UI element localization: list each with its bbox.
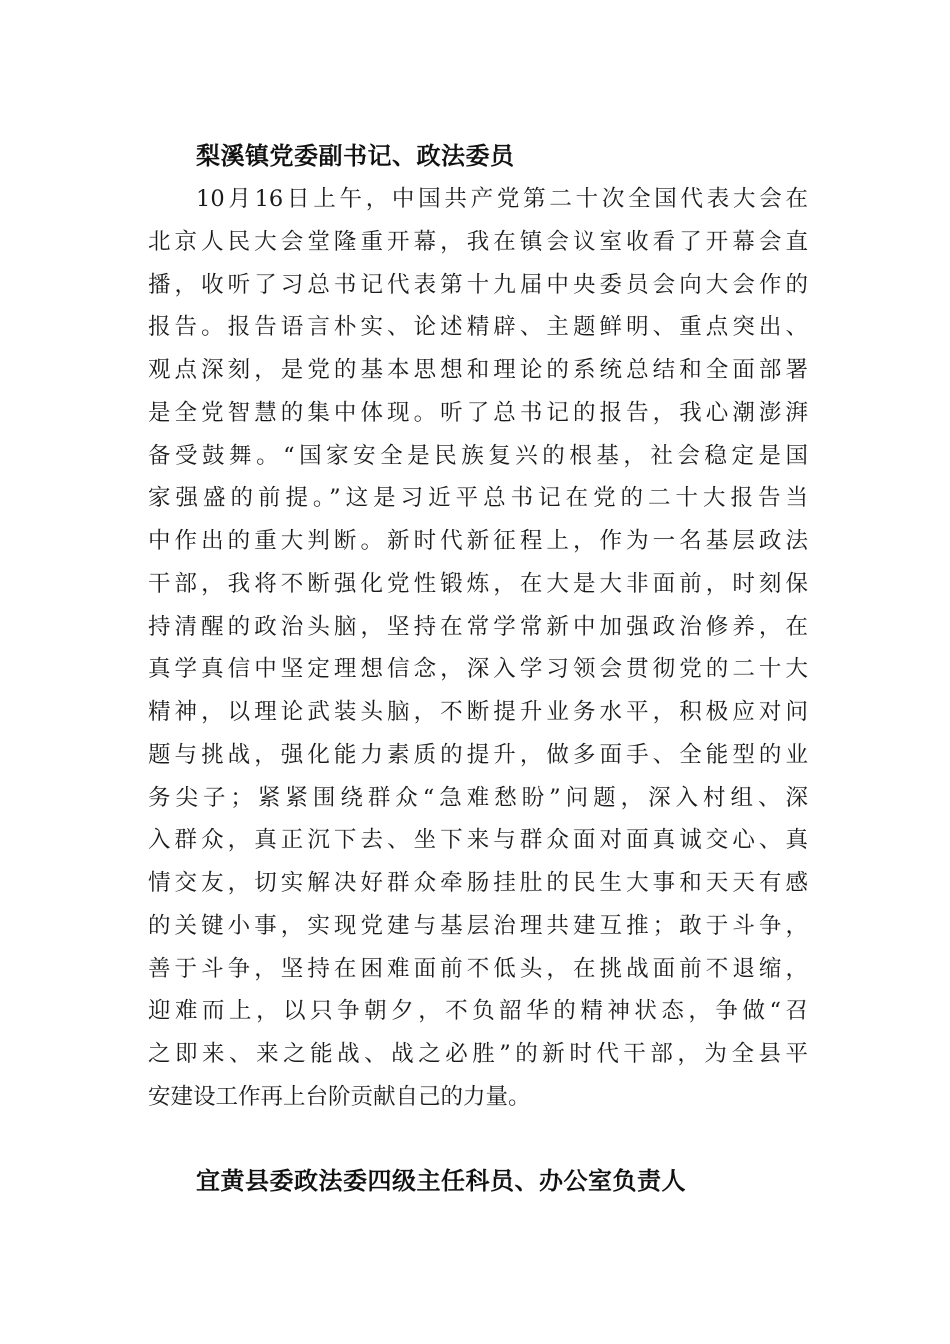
section-body-1 xyxy=(148,178,808,1119)
body-line-5: 观点深刻，是党的基本思想和理论的系统总结和全面部署 xyxy=(148,357,808,383)
body-line-2: 北京人民大会堂隆重开幕，我在镇会议室收看了开幕会直 xyxy=(148,228,808,255)
body-line-6: 是全党智慧的集中体现。听了总书记的报告，我心潮澎湃 xyxy=(148,399,808,426)
body-line-4: 报告。报告语言朴实、论述精辟、主题鲜明、重点突出、 xyxy=(148,314,808,341)
body-line-14: 题与挑战，强化能力素质的提升，做多面手、全能型的业 xyxy=(148,741,808,768)
body-line-7: 备受鼓舞。“国家安全是民族复兴的根基，社会稳定是国 xyxy=(148,442,808,469)
body-line-12: 真学真信中坚定理想信念，深入学习领会贯彻党的二十大 xyxy=(148,656,808,683)
body-line-16: 入群众，真正沉下去、坐下来与群众面对面真诚交心、真 xyxy=(148,827,808,854)
body-line-21: 之即来、来之能战、战之必胜”的新时代干部，为全县平 xyxy=(148,1041,808,1067)
body-line-22: 安建设工作再上台阶贡献自己的力量。 xyxy=(148,1083,531,1110)
body-line-20: 迎难而上，以只争朝夕，不负韶华的精神状态，争做“召 xyxy=(148,998,808,1025)
body-line-3: 播，收听了习总书记代表第十九届中央委员会向大会作的 xyxy=(148,271,808,298)
body-line-19: 善于斗争，坚持在困难面前不低头，在挑战面前不退缩， xyxy=(148,955,808,982)
body-line-11: 持清醒的政治头脑，坚持在常学常新中加强政治修养，在 xyxy=(148,613,808,640)
body-line-10: 干部，我将不断强化党性锻炼，在大是大非面前，时刻保 xyxy=(148,570,808,597)
body-line-18: 的关键小事，实现党建与基层治理共建互推；敢于斗争， xyxy=(148,912,808,939)
body-line-8: 家强盛的前提。”这是习近平总书记在党的二十大报告当 xyxy=(148,485,808,512)
body-line-15: 务尖子；紧紧围绕群众“急难愁盼”问题，深入村组、深 xyxy=(148,784,808,811)
body-line-13: 精神，以理论武装头脑，不断提升业务水平，积极应对问 xyxy=(148,699,808,725)
body-line-9: 中作出的重大判断。新时代新征程上，作为一名基层政法 xyxy=(148,528,808,554)
body-line-1: 10月16日上午，中国共产党第二十次全国代表大会在 xyxy=(196,186,808,212)
section-heading-1: 梨溪镇党委副书记、政法委员 xyxy=(196,142,515,170)
section-heading-2: 宜黄县委政法委四级主任科员、办公室负责人 xyxy=(196,1167,686,1195)
body-line-17: 情交友，切实解决好群众牵肠挂肚的民生大事和天天有感 xyxy=(148,870,808,896)
